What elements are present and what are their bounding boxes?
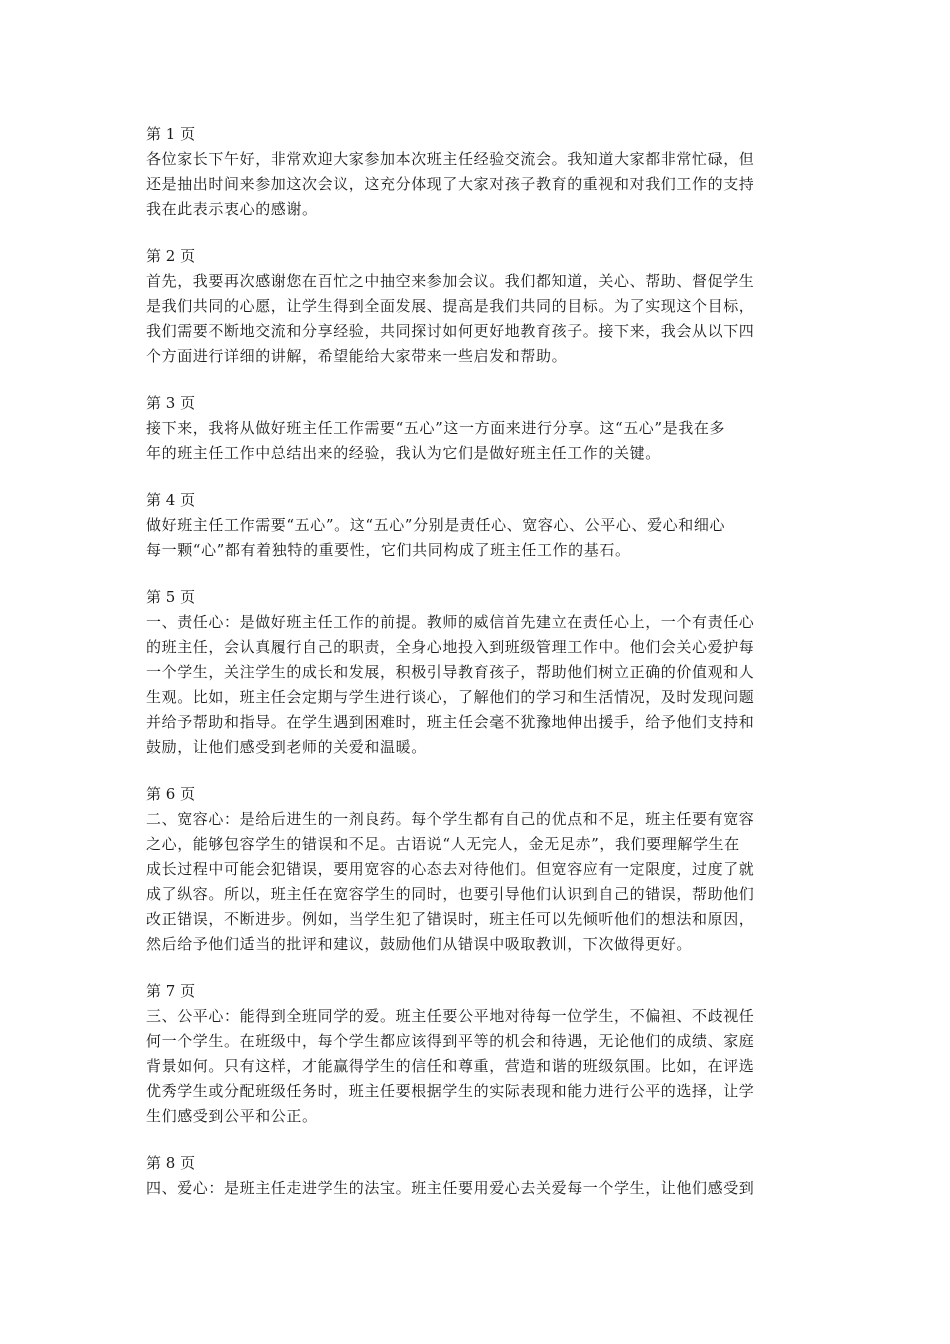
paragraph-line: 我在此表示衷心的感谢。 [146,200,318,218]
page-section-1 [146,122,808,222]
paragraph-line: 生观。比如，班主任会定期与学生进行谈心，了解他们的学习和生活情况，及时发现问题 [146,688,755,706]
paragraph-line: 我们需要不断地交流和分享经验，共同探讨如何更好地教育孩子。接下来，我会从以下四 [146,322,755,340]
section-heading: 第 1 页 [146,125,196,143]
paragraph-line: 的班主任，会认真履行自己的职责，全身心地投入到班级管理工作中。他们会关心爱护每 [146,638,755,656]
section-heading: 第 4 页 [146,491,196,509]
paragraph-line: 背景如何。只有这样，才能赢得学生的信任和尊重，营造和谐的班级氛围。比如，在评选 [146,1057,755,1075]
paragraph-line: 接下来，我将从做好班主任工作需要“五心”这一方面来进行分享。这“五心”是我在多 [146,419,726,437]
paragraph-line: 首先，我要再次感谢您在百忙之中抽空来参加会议。我们都知道，关心、帮助、督促学生 [146,272,755,290]
page-section-4 [146,488,808,563]
section-heading: 第 7 页 [146,982,196,1000]
paragraph-line: 何一个学生。在班级中，每个学生都应该得到平等的机会和待遇，无论他们的成绩、家庭 [146,1032,755,1050]
paragraph-line: 个方面进行详细的讲解，希望能给大家带来一些启发和帮助。 [146,347,568,365]
paragraph-line: 成长过程中可能会犯错误，要用宽容的心态去对待他们。但宽容应有一定限度，过度了就 [146,860,755,878]
paragraph-line: 各位家长下午好，非常欢迎大家参加本次班主任经验交流会。我知道大家都非常忙碌，但 [146,150,755,168]
paragraph-line: 优秀学生或分配班级任务时，班主任要根据学生的实际表现和能力进行公平的选择，让学 [146,1082,755,1100]
paragraph-line: 年的班主任工作中总结出来的经验，我认为它们是做好班主任工作的关键。 [146,444,661,462]
paragraph-line: 之心，能够包容学生的错误和不足。古语说“人无完人，金无足赤”，我们要理解学生在 [146,835,740,853]
paragraph-line: 并给予帮助和指导。在学生遇到困难时，班主任会毫不犹豫地伸出援手，给予他们支持和 [146,713,755,731]
page-section-2 [146,244,808,369]
page-section-7 [146,979,808,1129]
paragraph-line: 鼓励，让他们感受到老师的关爱和温暖。 [146,738,427,756]
paragraph-line: 还是抽出时间来参加这次会议，这充分体现了大家对孩子教育的重视和对我们工作的支持 [146,175,755,193]
section-heading: 第 8 页 [146,1154,196,1172]
paragraph-line: 生们感受到公平和公正。 [146,1107,318,1125]
paragraph-line: 二、宽容心：是给后进生的一剂良药。每个学生都有自己的优点和不足，班主任要有宽容 [146,810,755,828]
section-heading: 第 5 页 [146,588,196,606]
paragraph-line: 然后给予他们适当的批评和建议，鼓励他们从错误中吸取教训，下次做得更好。 [146,935,693,953]
section-heading: 第 3 页 [146,394,196,412]
paragraph-line: 一、责任心：是做好班主任工作的前提。教师的威信首先建立在责任心上，一个有责任心 [146,613,755,631]
document-page [146,122,808,1223]
page-section-8 [146,1151,808,1201]
paragraph-line: 改正错误，不断进步。例如，当学生犯了错误时，班主任可以先倾听他们的想法和原因， [146,910,755,928]
paragraph-line: 一个学生，关注学生的成长和发展，积极引导教育孩子，帮助他们树立正确的价值观和人 [146,663,755,681]
paragraph-line: 成了纵容。所以，班主任在宽容学生的同时，也要引导他们认识到自己的错误，帮助他们 [146,885,755,903]
paragraph-line: 做好班主任工作需要“五心”。这“五心”分别是责任心、宽容心、公平心、爱心和细心 [146,516,726,534]
page-section-6 [146,782,808,957]
paragraph-line: 三、公平心：能得到全班同学的爱。班主任要公平地对待每一位学生，不偏袒、不歧视任 [146,1007,755,1025]
paragraph-line: 四、爱心：是班主任走进学生的法宝。班主任要用爱心去关爱每一个学生，让他们感受到 [146,1179,755,1197]
paragraph-line: 每一颗“心”都有着独特的重要性，它们共同构成了班主任工作的基石。 [146,541,631,559]
paragraph-line: 是我们共同的心愿，让学生得到全面发展、提高是我们共同的目标。为了实现这个目标， [146,297,755,315]
section-heading: 第 2 页 [146,247,196,265]
page-section-3 [146,391,808,466]
page-section-5 [146,585,808,760]
section-heading: 第 6 页 [146,785,196,803]
